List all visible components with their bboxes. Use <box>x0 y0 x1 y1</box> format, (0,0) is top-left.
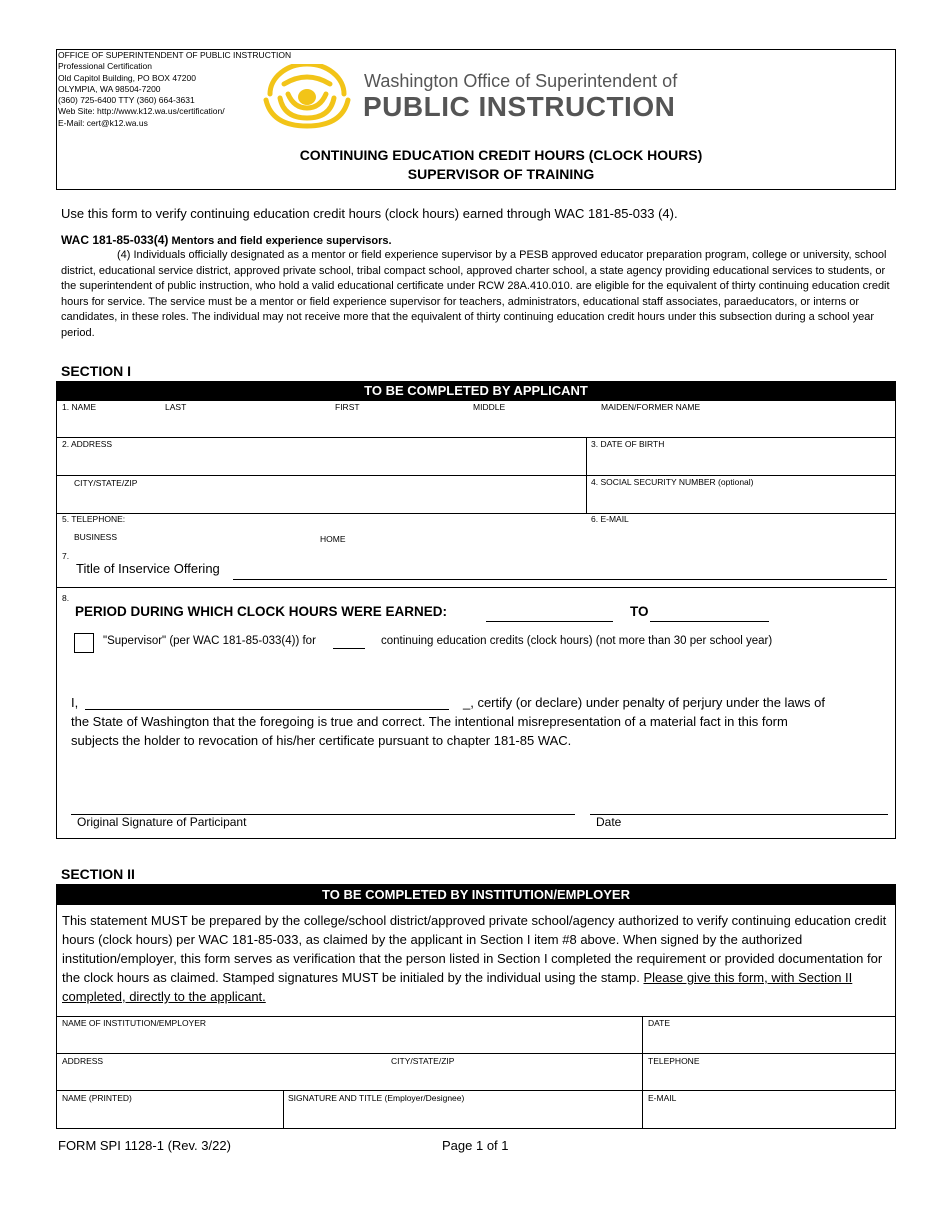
divider <box>56 475 896 476</box>
first-label: FIRST <box>335 402 360 412</box>
page-number: Page 1 of 1 <box>442 1138 509 1153</box>
divider <box>586 437 587 513</box>
ssn-field[interactable] <box>588 488 894 512</box>
section2-bar: TO BE COMPLETED BY INSTITUTION/EMPLOYER <box>56 884 896 905</box>
wac-title: Mentors and field experience supervisors. <box>171 235 392 247</box>
give-applicant-text: Please give this form, with Section II completed, directly to the applicant. <box>62 970 853 1004</box>
form-number: FORM SPI 1128-1 (Rev. 3/22) <box>58 1138 231 1153</box>
address-field[interactable] <box>57 450 585 474</box>
email-field[interactable] <box>588 525 894 545</box>
divider <box>283 1090 284 1128</box>
form-title-line2: SUPERVISOR OF TRAINING <box>407 166 595 182</box>
name-field[interactable] <box>57 413 895 436</box>
inst-date-label: DATE <box>648 1018 671 1028</box>
office-line: (360) 725-6400 TTY (360) 664-3631 <box>58 95 195 106</box>
home-label: HOME <box>320 534 346 544</box>
section2-statement <box>62 911 890 1006</box>
inst-email-label: E-MAIL <box>648 1093 677 1103</box>
item8-number: 8. <box>62 593 70 603</box>
signature-label: Original Signature of Participant <box>77 815 247 829</box>
telephone-label: 5. TELEPHONE: <box>62 514 126 524</box>
inst-telephone-field[interactable] <box>644 1067 894 1089</box>
divider <box>56 587 896 588</box>
supervisor-hours-line[interactable] <box>333 648 365 649</box>
statement-text: This statement MUST be prepared by the college/school district/approved private school/agency authorized to verify continuing education credit hours (clock hours) per WAC 181-85-033, as claimed by the applicant in Section I item #8 above. When signed by the authorized institution/employer, this form serves as verification that the person listed in Section I completed the requirement or provided documentation for the clock hours as claimed. Stamped signatures MUST be initialed by the individual using the stamp. <box>62 913 887 985</box>
institution-field[interactable] <box>57 1030 641 1052</box>
last-label: LAST <box>165 402 187 412</box>
logo-line2: PUBLIC INSTRUCTION <box>363 91 676 122</box>
office-address <box>58 50 291 129</box>
form-title <box>56 146 946 184</box>
item7-number: 7. <box>62 551 70 561</box>
wac-body: (4) Individuals officially designated as a mentor or field experience supervisor by a PESB approved educator preparation program, college or university, school district, educational service district, approved private school, tribal compact school, approved charter school, a state agency providing educational services to students, or the superintendent of public instruction, who hold a valid educational certificate under RCW 28A.410.010. are eligible for the equivalent of thirty continuing education credit hours for service. The service must be a mentor or field experience supervisor for teachers, administrators, educational staff associates, paraeducators, or interns or candidates, in these roles. The individual may not receive more that the equivalent of thirty continuing education credit hours under this subsection during a school year period. <box>61 249 890 339</box>
office-line: OFFICE OF SUPERINTENDENT OF PUBLIC INSTRUCTION <box>58 50 292 60</box>
inservice-title-label: Title of Inservice Offering <box>76 561 220 576</box>
wac-code: WAC 181-85-033(4) <box>61 233 169 247</box>
business-label: BUSINESS <box>74 532 117 542</box>
divider <box>56 513 896 514</box>
ospi-logo-icon <box>262 64 352 130</box>
supervisor-post-text: continuing education credits (clock hours) (not more than 30 per school year) <box>381 635 773 647</box>
wac-heading <box>61 233 392 247</box>
period-to-line[interactable] <box>650 621 769 622</box>
divider <box>56 1016 896 1017</box>
cert-text-2: the State of Washington that the foregoing is true and correct. The intentional misrepresentation of a material fact in this form <box>71 714 788 729</box>
form-title-line1: CONTINUING EDUCATION CREDIT HOURS (CLOCK HOURS) <box>299 147 703 163</box>
dob-label: 3. DATE OF BIRTH <box>591 439 665 449</box>
home-phone-field[interactable] <box>350 528 580 546</box>
inst-address-label: ADDRESS <box>62 1056 104 1066</box>
business-phone-field[interactable] <box>120 528 315 546</box>
section2-title: SECTION II <box>61 866 135 882</box>
inst-city-label: CITY/STATE/ZIP <box>391 1056 455 1066</box>
supervisor-pre-text: "Supervisor" (per WAC 181-85-033(4)) for <box>103 635 316 647</box>
maiden-label: MAIDEN/FORMER NAME <box>601 402 701 412</box>
date-line[interactable] <box>590 814 888 815</box>
name-printed-field[interactable] <box>57 1104 281 1127</box>
logo-line1: Washington Office of Superintendent of <box>364 71 678 91</box>
sig-title-field[interactable] <box>285 1104 641 1127</box>
section1-bar: TO BE COMPLETED BY APPLICANT <box>56 381 896 401</box>
cert-text-3: subjects the holder to revocation of his/her certificate pursuant to chapter 181-85 WAC. <box>71 733 572 748</box>
institution-label: NAME OF INSTITUTION/EMPLOYER <box>62 1018 207 1028</box>
divider <box>56 1053 896 1054</box>
inst-address-field[interactable] <box>57 1067 641 1089</box>
inst-date-field[interactable] <box>644 1030 894 1052</box>
office-line: Web Site: http://www.k12.wa.us/certification/ <box>58 106 225 117</box>
office-line: Professional Certification <box>58 61 153 72</box>
inst-telephone-label: TELEPHONE <box>648 1056 700 1066</box>
city-label: CITY/STATE/ZIP <box>74 478 138 488</box>
divider <box>56 437 896 438</box>
divider <box>56 1090 896 1091</box>
period-to-label: TO <box>630 604 649 619</box>
dob-field[interactable] <box>588 450 894 474</box>
email-label: 6. E-MAIL <box>591 514 629 524</box>
cert-name-line[interactable] <box>85 709 449 710</box>
office-line: Old Capitol Building, PO BOX 47200 <box>58 72 196 83</box>
inservice-title-line[interactable] <box>233 579 887 580</box>
sig-title-label: SIGNATURE AND TITLE (Employer/Designee) <box>288 1093 465 1103</box>
date-label: Date <box>596 815 622 829</box>
name-label: 1. NAME <box>62 402 97 412</box>
address-label: 2. ADDRESS <box>62 439 113 449</box>
period-from-line[interactable] <box>486 621 613 622</box>
office-line: OLYMPIA, WA 98504-7200 <box>58 83 161 94</box>
cert-text-1: _, certify (or declare) under penalty of perjury under the laws of <box>463 695 826 710</box>
supervisor-checkbox[interactable] <box>74 633 94 653</box>
inst-email-field[interactable] <box>644 1104 894 1127</box>
cert-i: I, <box>71 695 79 710</box>
name-printed-label: NAME (PRINTED) <box>62 1093 132 1103</box>
office-line: E-Mail: cert@k12.wa.us <box>58 117 148 128</box>
city-field[interactable] <box>57 488 585 512</box>
section1-title: SECTION I <box>61 363 132 379</box>
middle-label: MIDDLE <box>473 402 506 412</box>
intro-text: Use this form to verify continuing education credit hours (clock hours) earned through WAC 181-85-033 (4). <box>61 206 678 221</box>
ssn-label: 4. SOCIAL SECURITY NUMBER (optional) <box>591 477 754 487</box>
period-label: PERIOD DURING WHICH CLOCK HOURS WERE EARNED: <box>75 604 448 619</box>
divider <box>642 1016 643 1128</box>
